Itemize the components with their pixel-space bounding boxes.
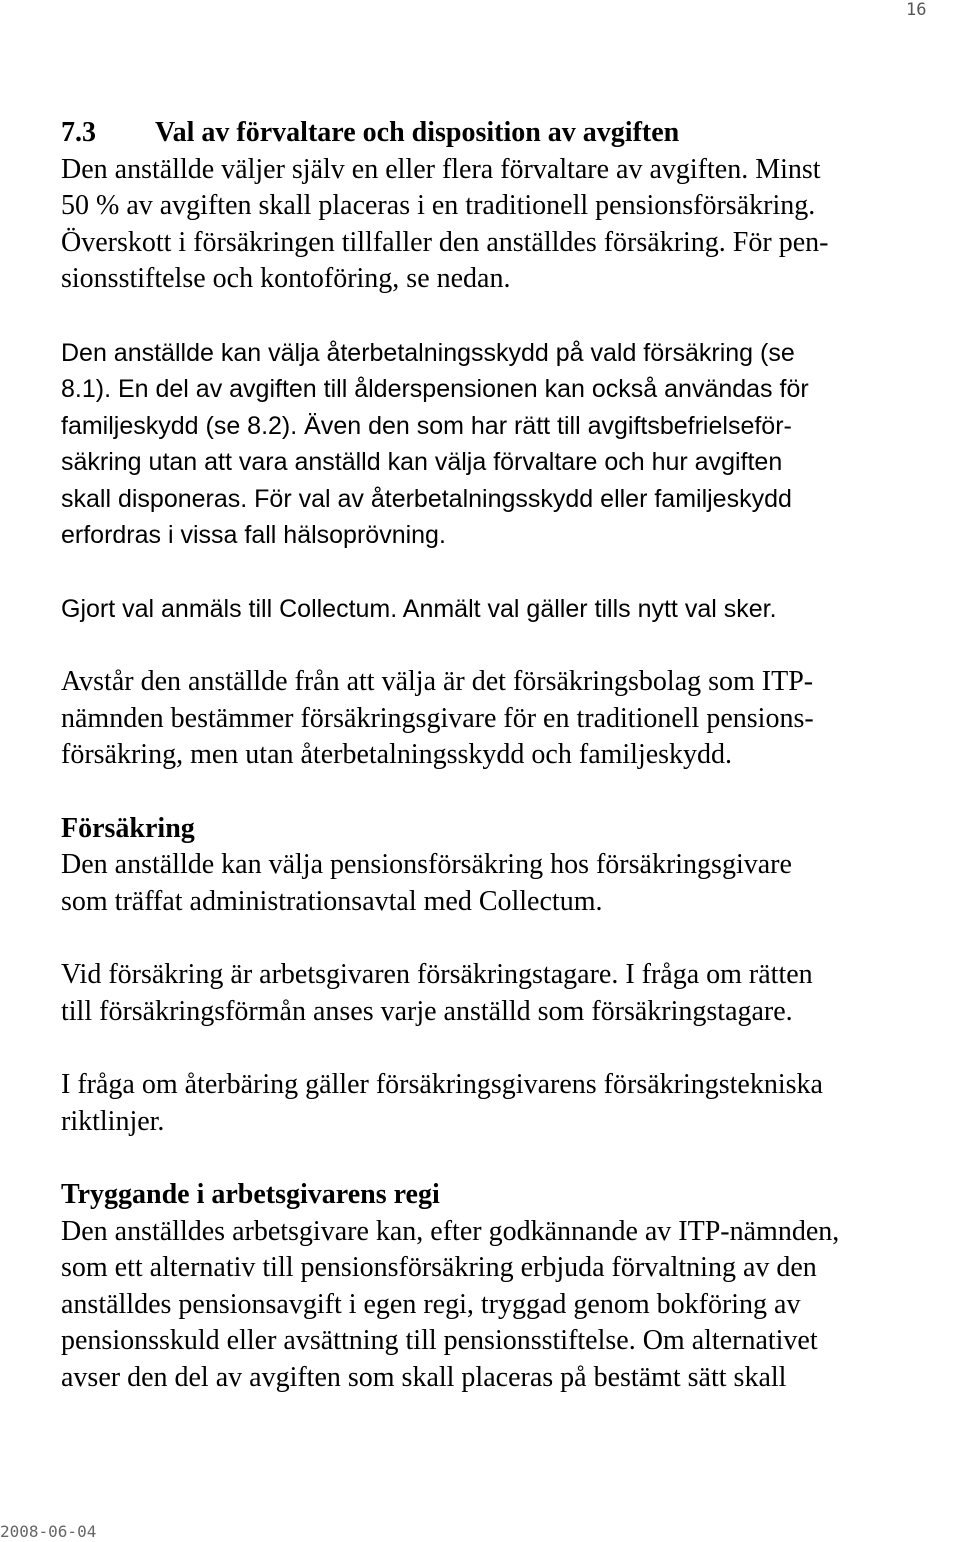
page-number: 16 [906, 0, 927, 20]
section-paragraph-4 [61, 664, 951, 774]
paragraph-line: som träffat administrationsavtal med Collectum. [61, 885, 603, 917]
paragraph-line: riktlinjer. [61, 1105, 165, 1137]
paragraph-line: säkring utan att vara anställd kan välja förvaltare och hur avgiften [61, 448, 783, 476]
section-title: Val av förvaltare och disposition av avgiften [155, 117, 680, 148]
section-number: 7.3 [61, 117, 96, 148]
paragraph-line: som ett alternativ till pensionsförsäkring erbjuda förvaltning av den [61, 1252, 817, 1283]
paragraph-line: till försäkringsförmån anses varje anställd som försäkringstagare. [61, 995, 793, 1027]
paragraph-line: nämnden bestämmer försäkringsgivare för en traditionell pensions- [61, 702, 814, 734]
paragraph-line: I fråga om återbäring gäller försäkringsgivarens försäkringstekniska [61, 1069, 823, 1100]
paragraph-line: Överskott i försäkringen tillfaller den anställdes försäkring. För pen- [61, 226, 829, 258]
forsakring-paragraph-3 [61, 1067, 951, 1140]
forsakring-heading: Försäkring [61, 812, 195, 844]
paragraph-line: 50 % av avgiften skall placeras i en traditionell pensionsförsäkring. [61, 190, 816, 221]
document-body [61, 115, 951, 1396]
paragraph-line: pensionsskuld eller avsättning till pensionsstiftelse. Om alternativet [61, 1325, 818, 1356]
section-heading [61, 115, 951, 152]
paragraph-line: Den anställde kan välja återbetalningsskydd på vald försäkring (se [61, 338, 795, 367]
tryggande-heading: Tryggande i arbetsgivarens regi [61, 1179, 440, 1210]
paragraph-line: försäkring, men utan återbetalningsskydd och familjeskydd. [61, 739, 733, 770]
forsakring-paragraph-2 [61, 957, 951, 1030]
paragraph-line: erfordras i vissa fall hälsoprövning. [61, 521, 446, 549]
paragraph-line: 8.1). En del av avgiften till ålderspensionen kan också användas för [61, 375, 809, 403]
paragraph-line: Den anställde kan välja pensionsförsäkring hos försäkringsgivare [61, 849, 792, 880]
tryggande-paragraph-1 [61, 1214, 951, 1397]
paragraph-line: Vid försäkring är arbetsgivaren försäkringstagare. I fråga om rätten [61, 959, 813, 990]
section-paragraph-3 [61, 591, 951, 628]
paragraph-line: Den anställde väljer själv en eller flera förvaltare av avgiften. Minst [61, 153, 821, 185]
footer-date: 2008-06-04 [0, 1522, 97, 1541]
paragraph-line: Gjort val anmäls till Collectum. Anmält val gäller tills nytt val sker. [61, 594, 777, 623]
paragraph-line: familjeskydd (se 8.2). Även den som har rätt till avgiftsbefrielseför- [61, 411, 792, 440]
paragraph-line: avser den del av avgiften som skall placeras på bestämt sätt skall [61, 1361, 787, 1393]
paragraph-line: anställdes pensionsavgift i egen regi, tryggad genom bokföring av [61, 1288, 801, 1320]
paragraph-line: sionsstiftelse och kontoföring, se nedan. [61, 263, 511, 294]
forsakring-paragraph-1 [61, 847, 951, 920]
section-paragraph-1 [61, 152, 951, 298]
section-paragraph-2 [61, 335, 951, 554]
paragraph-line: Den anställdes arbetsgivare kan, efter godkännande av ITP-nämnden, [61, 1215, 840, 1247]
paragraph-line: Avstår den anställde från att välja är det försäkringsbolag som ITP- [61, 666, 814, 697]
paragraph-line: skall disponeras. För val av återbetalningsskydd eller familjeskydd [61, 484, 792, 513]
